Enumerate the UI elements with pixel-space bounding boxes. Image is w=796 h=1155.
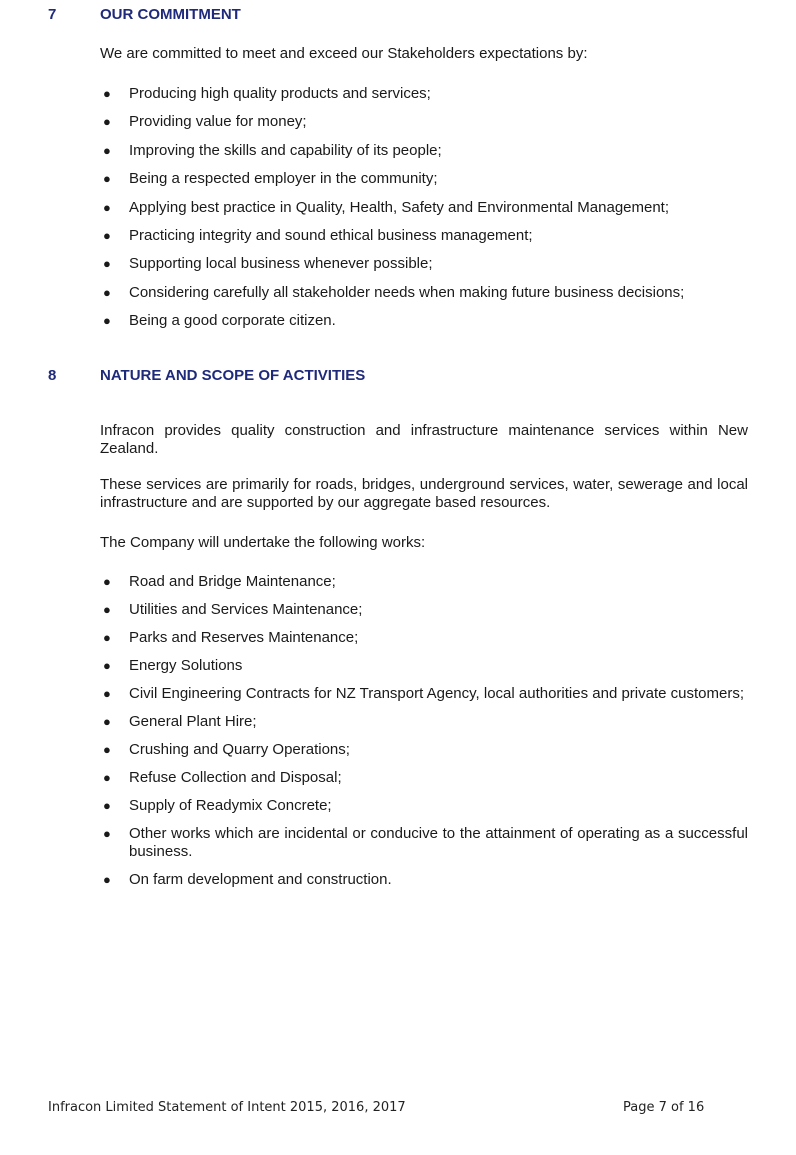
section-8-para-1: Infracon provides quality construction and infrastructure maintenance services within New Zealand.: [100, 422, 748, 457]
bullet-icon: ●: [103, 171, 111, 187]
list-item: ● Being a respected employer in the community;: [103, 170, 438, 188]
list-item: ● Practicing integrity and sound ethical business management;: [103, 226, 533, 244]
list-item: ● Energy Solutions: [103, 657, 243, 674]
section-7-heading: [48, 6, 241, 23]
list-item: ● Civil Engineering Contracts for NZ Transport Agency, local authorities and private customers;: [103, 685, 744, 702]
bullet-icon: ●: [103, 826, 111, 841]
list-item: ● Applying best practice in Quality, Health, Safety and Environmental Management;: [103, 198, 670, 216]
bullet-icon: ●: [103, 86, 111, 101]
bullet-icon: ●: [103, 714, 111, 729]
bullet-icon: ●: [103, 742, 111, 757]
list-item: ● Utilities and Services Maintenance;: [103, 601, 363, 618]
list-item: ● General Plant Hire;: [103, 713, 257, 730]
section-title: NATURE AND SCOPE OF ACTIVITIES: [100, 367, 366, 384]
list-item: ● Being a good corporate citizen.: [103, 312, 336, 330]
bullet-icon: ●: [103, 114, 111, 130]
bullet-icon: ●: [103, 284, 111, 300]
bullet-icon: ●: [103, 227, 111, 243]
list-item: ● Parks and Reserves Maintenance;: [103, 629, 359, 646]
list-item: ● Improving the skills and capability of its people;: [103, 141, 442, 159]
bullet-icon: ●: [103, 574, 111, 589]
bullet-icon: ●: [103, 658, 111, 673]
list-item: ● On farm development and construction.: [103, 871, 392, 888]
bullet-icon: ●: [103, 770, 111, 785]
list-item: ● Producing high quality products and services;: [103, 85, 431, 102]
list-item: ● Considering carefully all stakeholder needs when making future business decisions;: [103, 283, 685, 301]
list-item: ● Other works which are incidental or conducive to the attainment of operating as a successful business.: [103, 825, 748, 860]
bullet-icon: ●: [103, 602, 111, 617]
bullet-icon: ●: [103, 686, 111, 701]
footer-document-title: Infracon Limited Statement of Intent 2015, 2016, 2017: [48, 1100, 406, 1115]
commitment-list: [100, 85, 748, 341]
section-8-para-2: These services are primarily for roads, bridges, underground services, water, sewerage and local infrastructure and are supported by our aggregate based resources.: [100, 476, 748, 511]
bullet-icon: ●: [103, 199, 111, 215]
bullet-icon: ●: [103, 142, 111, 158]
bullet-icon: ●: [103, 313, 111, 329]
list-item: ● Refuse Collection and Disposal;: [103, 769, 342, 786]
works-list: [100, 573, 748, 899]
section-7-intro: We are committed to meet and exceed our Stakeholders expectations by:: [100, 45, 588, 62]
bullet-icon: ●: [103, 256, 111, 272]
list-item: ● Providing value for money;: [103, 113, 307, 131]
section-8-para-3: The Company will undertake the following works:: [100, 534, 426, 551]
section-number: 7: [48, 6, 57, 23]
list-item: ● Crushing and Quarry Operations;: [103, 741, 350, 758]
list-item: ● Supporting local business whenever possible;: [103, 255, 433, 273]
bullet-icon: ●: [103, 630, 111, 645]
list-item: ● Supply of Readymix Concrete;: [103, 797, 332, 814]
bullet-icon: ●: [103, 798, 111, 813]
section-number: 8: [48, 367, 57, 384]
footer-page-number: Page 7 of 16: [623, 1100, 705, 1115]
section-title: OUR COMMITMENT: [100, 6, 241, 23]
list-item: ● Road and Bridge Maintenance;: [103, 573, 336, 590]
bullet-icon: ●: [103, 872, 111, 887]
section-8-heading: [48, 367, 365, 384]
